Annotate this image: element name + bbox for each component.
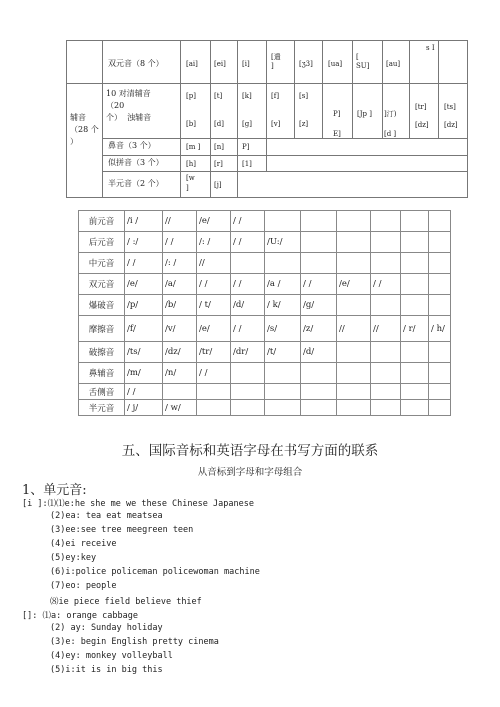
- table-cell: /p/: [125, 295, 163, 316]
- table-cell: / j/: [125, 400, 163, 416]
- table-cell: [265, 211, 301, 232]
- table-cell: [371, 400, 401, 416]
- table-cell: / /: [197, 274, 231, 295]
- table-cell: //: [197, 253, 231, 274]
- nasal-label: 鼻音（3 个）: [108, 141, 156, 150]
- cell: [s]: [299, 92, 309, 100]
- table-cell: /d/: [231, 295, 265, 316]
- table-cell: [401, 211, 429, 232]
- table-cell: [371, 211, 401, 232]
- table-cell: /e/: [197, 211, 231, 232]
- row-header: 舌侧音: [79, 384, 125, 400]
- table-cell: [401, 253, 429, 274]
- table-cell: [401, 342, 429, 363]
- table-cell: / /: [125, 384, 163, 400]
- cell: [g]: [242, 120, 252, 128]
- table-cell: [337, 295, 371, 316]
- cell: [ua]: [328, 60, 343, 68]
- table-cell: /t/: [265, 342, 301, 363]
- section-subtitle: 从音标到字母和字母组合: [197, 467, 303, 478]
- table-cell: //: [337, 316, 371, 342]
- table-cell: [401, 232, 429, 253]
- table-cell: /m/: [125, 363, 163, 384]
- cell: [b]: [186, 120, 196, 128]
- cell: [j]: [214, 181, 222, 189]
- cell: [Jp ]: [357, 110, 372, 118]
- table-cell: [371, 295, 401, 316]
- table-cell: / t/: [197, 295, 231, 316]
- subsection-heading: 1、单元音:: [22, 483, 87, 498]
- text-line: (2) ay: Sunday holiday: [50, 623, 163, 633]
- approximant-label: 似拼音（3 个）: [108, 158, 164, 167]
- table-cell: [265, 253, 301, 274]
- table-cell: / /: [163, 232, 197, 253]
- table-cell: / r/: [401, 316, 429, 342]
- table-cell: [265, 384, 301, 400]
- table-cell: / /: [231, 232, 265, 253]
- table-cell: /a /: [265, 274, 301, 295]
- table-cell: /s/: [265, 316, 301, 342]
- table-cell: [401, 400, 429, 416]
- text-line: [i ]:⑴⑴e:he she me we these Chinese Japanese: [22, 499, 254, 509]
- cell: [h]: [186, 160, 196, 168]
- cell: [ts] [dz]: [444, 103, 458, 129]
- cell: P] E]: [333, 110, 341, 138]
- cell: [w ]: [186, 174, 195, 192]
- table-cell: / /: [301, 274, 337, 295]
- table-row: [79, 400, 451, 416]
- table-cell: [337, 400, 371, 416]
- table-cell: [429, 384, 451, 400]
- table-cell: /ts/: [125, 342, 163, 363]
- cell: [f]: [271, 92, 280, 100]
- cell: [p]: [186, 92, 196, 100]
- table-row: [79, 363, 451, 384]
- row-header: 鼻辅音: [79, 363, 125, 384]
- table-cell: /z/: [301, 316, 337, 342]
- cell: [n]: [214, 143, 224, 151]
- table-cell: [401, 384, 429, 400]
- table-cell: [371, 253, 401, 274]
- cell: [1]: [242, 160, 252, 168]
- row-header: 中元音: [79, 253, 125, 274]
- row-header: 前元音: [79, 211, 125, 232]
- table-cell: [401, 363, 429, 384]
- table-cell: /: /: [163, 253, 197, 274]
- table-cell: /v/: [163, 316, 197, 342]
- table-row: [79, 316, 451, 342]
- cell: [v]: [271, 120, 281, 128]
- table-cell: /e/: [337, 274, 371, 295]
- text-line: (5)i:it is in big this: [50, 665, 163, 675]
- table-cell: //: [371, 316, 401, 342]
- text-line: (3)ee:see tree meegreen teen: [50, 525, 194, 535]
- table-cell: [265, 400, 301, 416]
- table-cell: [429, 400, 451, 416]
- row-header: 摩擦音: [79, 316, 125, 342]
- table-cell: [301, 253, 337, 274]
- table-cell: / /: [125, 253, 163, 274]
- table-cell: [265, 363, 301, 384]
- cell: [m ]: [186, 143, 201, 151]
- table-row: [79, 211, 451, 232]
- row-header: 双元音: [79, 274, 125, 295]
- row-header: 爆破音: [79, 295, 125, 316]
- table-cell: [337, 211, 371, 232]
- table-cell: /a/: [163, 274, 197, 295]
- cell: [ai]: [186, 60, 198, 68]
- table-cell: [337, 384, 371, 400]
- table-cell: [429, 342, 451, 363]
- table-row: [79, 384, 451, 400]
- table-cell: [337, 342, 371, 363]
- row-header: 后元音: [79, 232, 125, 253]
- table-cell: /f/: [125, 316, 163, 342]
- table-cell: [163, 384, 197, 400]
- table-cell: [337, 363, 371, 384]
- table-row: [79, 232, 451, 253]
- text-line: (2)ea: tea eat meatsea: [50, 511, 163, 521]
- semivowel-label: 半元音（2 个）: [108, 179, 164, 188]
- cell: ]汀) [d ]: [384, 110, 397, 138]
- table-cell: [429, 363, 451, 384]
- table-row: [79, 295, 451, 316]
- table-cell: /e/: [197, 316, 231, 342]
- text-line: []: ⑴a: orange cabbage: [22, 611, 138, 621]
- table-cell: [231, 384, 265, 400]
- table-cell: [337, 253, 371, 274]
- table-cell: /i /: [125, 211, 163, 232]
- table-cell: [429, 274, 451, 295]
- cell: [r]: [214, 160, 223, 168]
- table-cell: [301, 400, 337, 416]
- table-cell: [231, 363, 265, 384]
- text-line: (6)i:police policeman policewoman machine: [50, 567, 260, 577]
- cell: [d]: [214, 120, 224, 128]
- cell: [tr] [dz]: [415, 103, 429, 129]
- cell: [k]: [242, 92, 252, 100]
- table-cell: / /: [231, 274, 265, 295]
- section-title: 五、国际音标和英语字母在书写方面的联系: [121, 443, 379, 459]
- text-line: ⑻ie piece field believe thief: [50, 597, 202, 607]
- table-cell: [371, 342, 401, 363]
- text-line: (4)ey: monkey volleyball: [50, 651, 173, 661]
- table-cell: /dz/: [163, 342, 197, 363]
- table-row: [79, 274, 451, 295]
- table-cell: / :/: [125, 232, 163, 253]
- table-cell: /: /: [197, 232, 231, 253]
- row-header: 半元音: [79, 400, 125, 416]
- table-cell: / /: [231, 211, 265, 232]
- table-cell: /n/: [163, 363, 197, 384]
- table-cell: [401, 295, 429, 316]
- table-cell: /e/: [125, 274, 163, 295]
- phoneme-classification-table: [66, 40, 468, 198]
- cell: [ei]: [214, 60, 226, 68]
- table-cell: [337, 232, 371, 253]
- text-line: (3)e: begin English pretty cinema: [50, 637, 219, 647]
- table-row: [79, 253, 451, 274]
- table-cell: [301, 384, 337, 400]
- table-cell: [301, 363, 337, 384]
- table-cell: / /: [197, 363, 231, 384]
- table-cell: [371, 384, 401, 400]
- table-cell: /tr/: [197, 342, 231, 363]
- cell: [t]: [214, 92, 223, 100]
- text-line: (5)ey:key: [50, 553, 97, 563]
- table-cell: [429, 253, 451, 274]
- table-cell: [197, 400, 231, 416]
- table-cell: / h/: [429, 316, 451, 342]
- text-line: (7)eo: people: [50, 581, 117, 591]
- table-cell: / k/: [265, 295, 301, 316]
- table-cell: /b/: [163, 295, 197, 316]
- table-cell: [401, 274, 429, 295]
- table-cell: [429, 295, 451, 316]
- table-cell: [231, 400, 265, 416]
- table-cell: [301, 232, 337, 253]
- table-cell: /g/: [301, 295, 337, 316]
- table-cell: /dr/: [231, 342, 265, 363]
- diphthong-label: 双元音（8 个）: [108, 59, 164, 68]
- table-cell: /U:/: [265, 232, 301, 253]
- table-row: [79, 342, 451, 363]
- table-cell: / /: [371, 274, 401, 295]
- text-line: (4)ei receive: [50, 539, 117, 549]
- phoneme-symbol-table: [78, 210, 451, 416]
- cell: [i]: [242, 60, 250, 68]
- table-cell: [429, 232, 451, 253]
- table-cell: /d/: [301, 342, 337, 363]
- cell: [z]: [299, 120, 309, 128]
- table-cell: [301, 211, 337, 232]
- table-cell: [197, 384, 231, 400]
- consonant-group-label: 辅音 （28 个 ）: [70, 113, 99, 146]
- table-cell: [231, 253, 265, 274]
- table-cell: [371, 232, 401, 253]
- table-cell: / /: [231, 316, 265, 342]
- cell: [遣 ]: [271, 53, 281, 70]
- table-cell: [429, 211, 451, 232]
- cell: [au]: [386, 60, 401, 68]
- row-header: 破擦音: [79, 342, 125, 363]
- table-cell: [371, 363, 401, 384]
- corner-mark: s I: [426, 44, 435, 52]
- table-cell: //: [163, 211, 197, 232]
- cell: [ SU]: [356, 53, 370, 70]
- table-cell: / w/: [163, 400, 197, 416]
- plosive-pairs-label: 10 对清辅音 （20 个） 浊辅音: [106, 89, 152, 122]
- cell: [ʒ3]: [299, 60, 313, 68]
- cell: P]: [242, 143, 250, 151]
